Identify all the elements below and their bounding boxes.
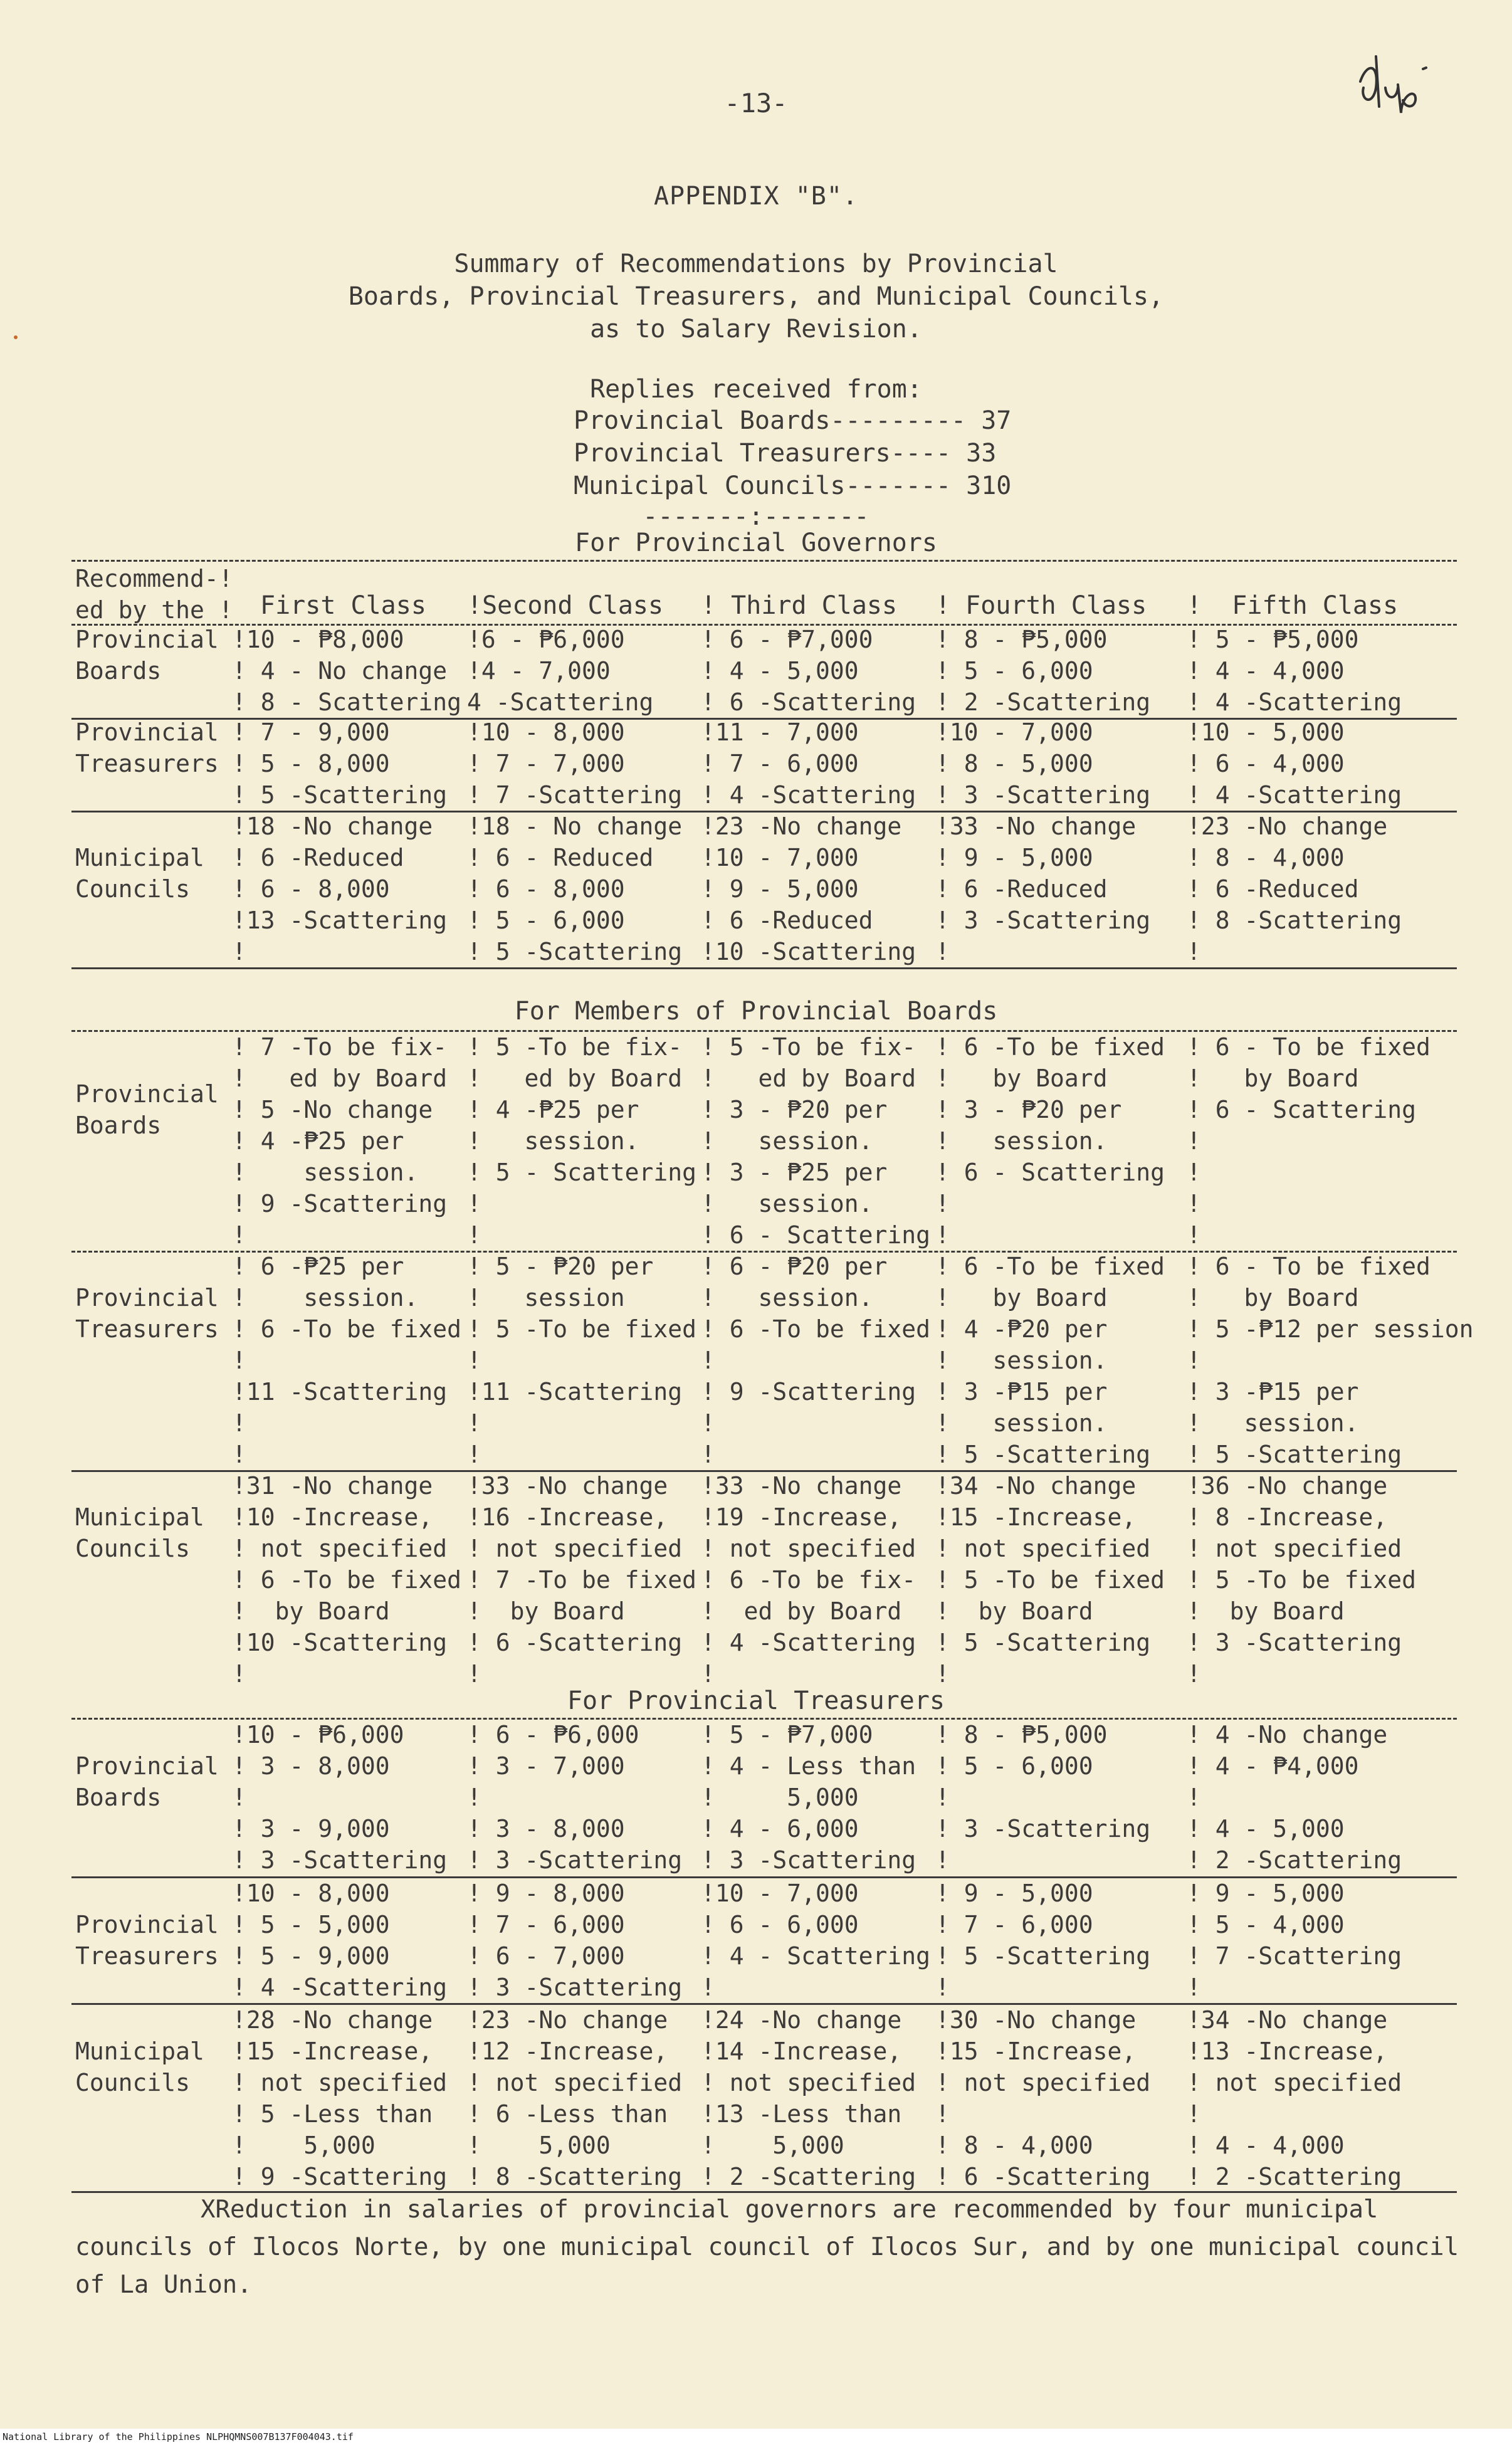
header-first-class: First Class bbox=[260, 591, 426, 620]
cell-gov-treas-fourth: !10 - 7,000 ! 8 - 5,000 ! 3 -Scattering bbox=[935, 718, 1151, 809]
cell-gov-mun-fourth: !33 -No change ! 9 - 5,000 ! 6 -Reduced ! 3 -Scattering ! bbox=[935, 812, 1151, 965]
row-label-municipal-councils: Municipal Councils bbox=[75, 1503, 204, 1562]
cell-mem-boards-second: ! 5 -To be fix- ! ed by Board ! 4 -₱25 per ! session. ! 5 - Scattering ! ! bbox=[467, 1033, 697, 1249]
cell-gov-mun-second: !18 - No change ! 6 - Reduced ! 6 - 8,000 ! 5 - 6,000 ! 5 -Scattering bbox=[467, 812, 683, 965]
cell-mem-mun-first: !31 -No change !10 -Increase, ! not specified ! 6 -To be fixed ! by Board !10 -Scattering ! bbox=[232, 1472, 462, 1688]
appendix-title: APPENDIX "B". bbox=[653, 182, 859, 211]
cell-gov-treas-second: !10 - 8,000 ! 7 - 7,000 ! 7 -Scattering bbox=[467, 718, 683, 809]
cell-gov-treas-fifth: !10 - 5,000 ! 6 - 4,000 ! 4 -Scattering bbox=[1187, 718, 1402, 809]
cell-tr-mun-first: !28 -No change !15 -Increase, ! not specified ! 5 -Less than ! 5,000 ! 9 -Scattering bbox=[232, 2006, 448, 2190]
rule bbox=[71, 560, 1457, 562]
cell-mem-mun-fifth: !36 -No change ! 8 -Increase, ! not specified ! 5 -To be fixed ! by Board ! 3 -Scattering ! bbox=[1187, 1472, 1417, 1688]
page-number: -13- bbox=[724, 88, 788, 118]
cell-tr-boards-third: ! 5 - ₱7,000 ! 4 - Less than ! 5,000 ! 4 - 6,000 ! 3 -Scattering bbox=[701, 1721, 916, 1874]
cell-tr-mun-fourth: !30 -No change !15 -Increase, ! not specified ! ! 8 - 4,000 ! 6 -Scattering bbox=[935, 2006, 1151, 2190]
row-label-provincial-boards: Provincial Boards bbox=[75, 1080, 219, 1139]
cell-mem-treas-second: ! 5 - ₱20 per ! session ! 5 -To be fixed ! !11 -Scattering ! ! bbox=[467, 1253, 697, 1468]
replies-line-1: Provincial Boards--------- 37 bbox=[574, 406, 1012, 435]
section-title-governors: For Provincial Governors bbox=[575, 528, 937, 557]
summary-line-2: Boards, Provincial Treasurers, and Municipal Councils, bbox=[348, 282, 1164, 311]
cell-mem-mun-third: !33 -No change !19 -Increase, ! not specified ! 6 -To be fix- ! ed by Board ! 4 -Scattering ! bbox=[701, 1472, 916, 1688]
cell-tr-mun-fifth: !34 -No change !13 -Increase, ! not specified ! ! 4 - 4,000 ! 2 -Scattering bbox=[1187, 2006, 1402, 2190]
cell-gov-boards-fifth: ! 5 - ₱5,000 ! 4 - 4,000 ! 4 -Scattering bbox=[1187, 626, 1402, 716]
cell-tr-boards-fifth: ! 4 -No change ! 4 - ₱4,000 ! ! 4 - 5,000 ! 2 -Scattering bbox=[1187, 1721, 1402, 1874]
cell-tr-mun-third: !24 -No change !14 -Increase, ! not specified !13 -Less than ! 5,000 ! 2 -Scattering bbox=[701, 2006, 916, 2190]
summary-line-1: Summary of Recommendations by Provincial bbox=[454, 250, 1058, 278]
section-title-treasurers: For Provincial Treasurers bbox=[567, 1686, 945, 1715]
header-recommended-by: Recommend-! ed by the ! bbox=[75, 565, 233, 624]
row-label-provincial-boards: Provincial Boards bbox=[75, 626, 219, 685]
cell-gov-mun-third: !23 -No change !10 - 7,000 ! 9 - 5,000 ! 6 -Reduced !10 -Scattering bbox=[701, 812, 916, 965]
cell-gov-treas-first: ! 7 - 9,000 ! 5 - 8,000 ! 5 -Scattering bbox=[232, 718, 448, 809]
cell-tr-treas-first: !10 - 8,000 ! 5 - 5,000 ! 5 - 9,000 ! 4 -Scattering bbox=[232, 1880, 448, 2001]
cell-tr-boards-fourth: ! 8 - ₱5,000 ! 5 - 6,000 ! ! 3 -Scattering ! bbox=[935, 1721, 1151, 1874]
cell-tr-mun-second: !23 -No change !12 -Increase, ! not specified ! 6 -Less than ! 5,000 ! 8 -Scattering bbox=[467, 2006, 683, 2190]
handwritten-note bbox=[1348, 38, 1461, 150]
cell-tr-treas-third: !10 - 7,000 ! 6 - 6,000 ! 4 - Scattering ! bbox=[701, 1880, 931, 2001]
cell-tr-treas-fourth: ! 9 - 5,000 ! 7 - 6,000 ! 5 -Scattering ! bbox=[935, 1880, 1151, 2001]
replies-separator: -------:------- bbox=[643, 502, 869, 531]
header-second-class: !Second Class bbox=[467, 591, 664, 620]
cell-mem-treas-fifth: ! 6 - To be fixed ! by Board ! 5 -₱12 per session ! ! 3 -₱15 per ! session. ! 5 -Scattering bbox=[1187, 1253, 1474, 1468]
section-title-members: For Members of Provincial Boards bbox=[514, 997, 998, 1026]
cell-tr-treas-fifth: ! 9 - 5,000 ! 5 - 4,000 ! 7 -Scattering ! bbox=[1187, 1880, 1402, 2001]
cell-mem-boards-third: ! 5 -To be fix- ! ed by Board ! 3 - ₱20 per ! session. ! 3 - ₱25 per ! session. ! 6 - Scattering bbox=[701, 1033, 931, 1249]
header-fourth-class: ! Fourth Class bbox=[935, 591, 1147, 620]
cell-mem-mun-fourth: !34 -No change !15 -Increase, ! not specified ! 5 -To be fixed ! by Board ! 5 -Scattering ! bbox=[935, 1472, 1165, 1688]
cell-mem-boards-fourth: ! 6 -To be fixed ! by Board ! 3 - ₱20 per ! session. ! 6 - Scattering ! ! bbox=[935, 1033, 1165, 1249]
cell-gov-treas-third: !11 - 7,000 ! 7 - 6,000 ! 4 -Scattering bbox=[701, 718, 916, 809]
summary-line-3: as to Salary Revision. bbox=[590, 315, 922, 344]
cell-gov-mun-first: !18 -No change ! 6 -Reduced ! 6 - 8,000 !13 -Scattering ! bbox=[232, 812, 448, 965]
cell-mem-boards-fifth: ! 6 - To be fixed ! by Board ! 6 - Scattering ! ! ! ! bbox=[1187, 1033, 1431, 1249]
cell-mem-mun-second: !33 -No change !16 -Increase, ! not specified ! 7 -To be fixed ! by Board ! 6 -Scattering ! bbox=[467, 1472, 697, 1688]
row-label-provincial-treasurers: Provincial Treasurers bbox=[75, 1911, 219, 1970]
rule bbox=[71, 967, 1457, 969]
replies-line-2: Provincial Treasurers---- 33 bbox=[574, 439, 997, 468]
cell-gov-boards-first: !10 - ₱8,000 ! 4 - No change ! 8 - Scattering bbox=[232, 626, 462, 716]
row-label-provincial-boards: Provincial Boards bbox=[75, 1752, 219, 1811]
footnote: XReduction in salaries of provincial governors are recommended by four municipal councils of Ilocos Norte, by one municipal council of Ilocos Sur, and by one municipal council of La Union. bbox=[75, 2195, 1459, 2299]
row-label-provincial-treasurers: Provincial Treasurers bbox=[75, 718, 219, 777]
cell-gov-boards-fourth: ! 8 - ₱5,000 ! 5 - 6,000 ! 2 -Scattering bbox=[935, 626, 1151, 716]
cell-mem-treas-first: ! 6 -₱25 per ! session. ! 6 -To be fixed ! !11 -Scattering ! ! bbox=[232, 1253, 462, 1468]
replies-line-3: Municipal Councils------- 310 bbox=[574, 471, 1012, 500]
row-label-municipal-councils: Municipal Councils bbox=[75, 844, 204, 903]
replies-heading: Replies received from: bbox=[590, 375, 922, 404]
cell-tr-boards-second: ! 6 - ₱6,000 ! 3 - 7,000 ! ! 3 - 8,000 ! 3 -Scattering bbox=[467, 1721, 683, 1874]
cell-tr-treas-second: ! 9 - 8,000 ! 7 - 6,000 ! 6 - 7,000 ! 3 -Scattering bbox=[467, 1880, 683, 2001]
cell-gov-boards-second: !6 - ₱6,000 !4 - 7,000 4 -Scattering bbox=[467, 626, 654, 716]
cell-mem-treas-third: ! 6 - ₱20 per ! session. ! 6 -To be fixed ! ! 9 -Scattering ! ! bbox=[701, 1253, 931, 1468]
cell-mem-treas-fourth: ! 6 -To be fixed ! by Board ! 4 -₱20 per ! session. ! 3 -₱15 per ! session. ! 5 -Scattering bbox=[935, 1253, 1165, 1468]
cell-gov-boards-third: ! 6 - ₱7,000 ! 4 - 5,000 ! 6 -Scattering bbox=[701, 626, 916, 716]
header-fifth-class: ! Fifth Class bbox=[1187, 591, 1399, 620]
header-third-class: ! Third Class bbox=[701, 591, 898, 620]
cell-mem-boards-first: ! 7 -To be fix- ! ed by Board ! 5 -No change ! 4 -₱25 per ! session. ! 9 -Scattering ! bbox=[232, 1033, 448, 1249]
cell-tr-boards-first: !10 - ₱6,000 ! 3 - 8,000 ! ! 3 - 9,000 ! 3 -Scattering bbox=[232, 1721, 448, 1874]
row-label-provincial-treasurers: Provincial Treasurers bbox=[75, 1284, 219, 1343]
cell-gov-mun-fifth: !23 -No change ! 8 - 4,000 ! 6 -Reduced ! 8 -Scattering ! bbox=[1187, 812, 1402, 965]
scan-footer: National Library of the Philippines NLPHQMNS007B137F004043.tif bbox=[0, 2429, 1512, 2445]
row-label-municipal-councils: Municipal Councils bbox=[75, 2038, 204, 2096]
